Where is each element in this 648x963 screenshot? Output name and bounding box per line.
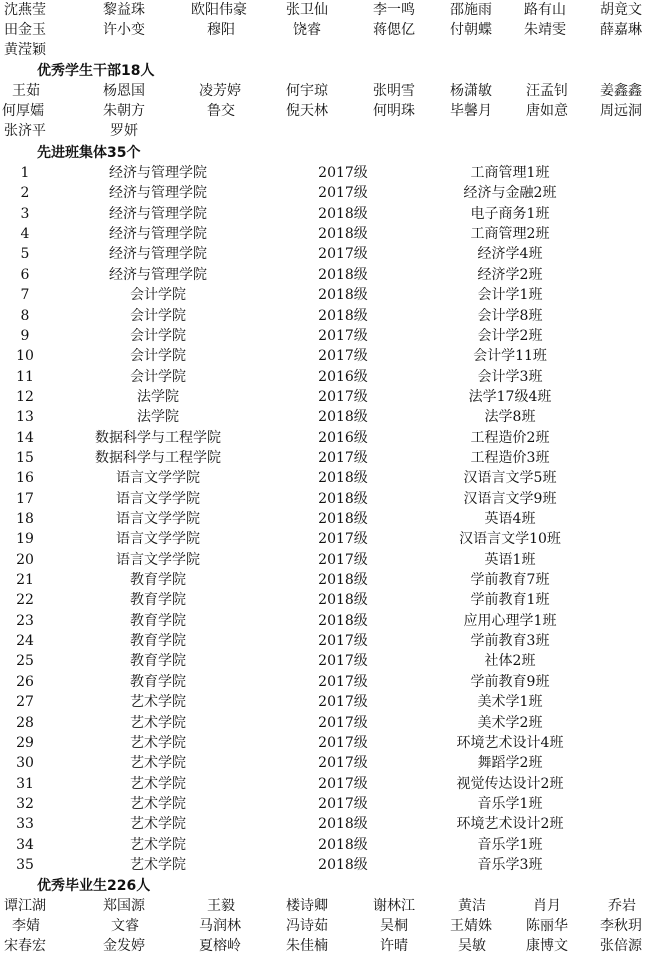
student-name: 康博文	[526, 938, 568, 954]
student-name: 李秋玥	[600, 918, 642, 934]
student-name: 黄滢颖	[4, 42, 46, 58]
college-name: 数据科学与工程学院	[95, 449, 221, 466]
table-row	[0, 448, 648, 468]
row-number: 21	[16, 572, 34, 588]
grade-year: 2017级	[318, 165, 368, 181]
college-name: 艺术学院	[130, 734, 186, 751]
class-name: 舞蹈学2班	[477, 755, 543, 772]
row-number: 10	[16, 348, 34, 365]
class-name: 汉语言文学10班	[459, 531, 561, 548]
row-number: 27	[16, 694, 34, 711]
college-name: 会计学院	[130, 327, 186, 344]
college-name: 艺术学院	[130, 755, 186, 772]
college-name: 艺术学院	[130, 856, 186, 873]
grade-year: 2018级	[318, 226, 368, 243]
table-row	[0, 590, 648, 610]
grade-year: 2018级	[318, 856, 368, 873]
class-name: 汉语言文学9班	[463, 490, 557, 507]
student-name: 王婧姝	[450, 918, 492, 934]
student-name: 罗妍	[110, 123, 138, 139]
student-name: 许小变	[103, 22, 145, 38]
class-name: 电子商务1班	[470, 205, 550, 222]
student-name: 冯诗茹	[286, 918, 328, 934]
row-number: 26	[16, 673, 34, 690]
row-number: 14	[16, 429, 34, 446]
table-row	[0, 346, 648, 366]
college-name: 法学院	[137, 409, 179, 426]
table-row	[0, 285, 648, 305]
college-name: 经济与管理学院	[109, 226, 207, 243]
table-row	[0, 753, 648, 773]
class-name: 英语4班	[484, 511, 536, 527]
college-name: 教育学院	[130, 612, 186, 629]
student-name: 倪天林	[286, 103, 328, 119]
student-name: 楼诗卿	[286, 898, 328, 914]
student-name: 周远洞	[600, 103, 642, 119]
row-number: 22	[16, 592, 34, 609]
student-name: 薛嘉琳	[600, 22, 642, 38]
class-name: 社体2班	[484, 653, 536, 670]
student-name: 穆阳	[207, 22, 235, 38]
row-number: 33	[16, 816, 34, 833]
row-number: 9	[20, 327, 30, 344]
student-name: 朱佳楠	[286, 938, 328, 954]
student-name: 张明雪	[373, 83, 415, 99]
student-name: 金发婷	[103, 938, 145, 954]
class-name: 会计学3班	[477, 368, 543, 385]
row-number: 34	[16, 836, 34, 853]
class-name: 美术学1班	[477, 694, 543, 711]
table-row	[0, 672, 648, 692]
table-row	[0, 163, 648, 183]
class-name: 美术学2班	[477, 714, 543, 731]
grade-year: 2018级	[318, 511, 368, 527]
row-number: 16	[16, 470, 34, 487]
grade-year: 2017级	[318, 531, 368, 548]
cadres-heading: 优秀学生干部18人	[37, 63, 155, 79]
row-number: 13	[16, 409, 34, 426]
grade-year: 2017级	[318, 246, 368, 263]
name-row	[0, 121, 648, 141]
student-name: 欧阳伟豪	[191, 2, 247, 18]
table-row	[0, 611, 648, 631]
class-name: 会计学1班	[477, 287, 543, 304]
class-name: 法学8班	[484, 409, 536, 426]
college-name: 会计学院	[130, 307, 186, 324]
class-name: 音乐学3班	[477, 856, 543, 873]
class-name: 经济学2班	[477, 266, 543, 283]
name-row	[0, 916, 648, 936]
grade-year: 2017级	[318, 673, 368, 690]
student-name: 张卫仙	[286, 2, 328, 18]
grade-year: 2017级	[318, 185, 368, 202]
grade-year: 2017级	[318, 348, 368, 365]
row-number: 12	[16, 388, 34, 405]
grade-year: 2017级	[318, 734, 368, 751]
grade-year: 2018级	[318, 490, 368, 507]
college-name: 会计学院	[130, 287, 186, 304]
student-name: 夏榕岭	[199, 938, 241, 954]
college-name: 语言文学学院	[116, 531, 200, 548]
row-number: 8	[20, 307, 30, 324]
student-name: 毕馨月	[450, 103, 492, 119]
student-name: 吴敏	[458, 938, 486, 954]
table-row	[0, 224, 648, 244]
row-number: 15	[16, 449, 34, 466]
table-row	[0, 468, 648, 488]
row-number: 17	[16, 490, 34, 507]
student-name: 饶睿	[293, 22, 321, 38]
grade-year: 2018级	[318, 266, 368, 283]
row-number: 32	[16, 795, 34, 812]
name-row	[0, 20, 648, 40]
graduates-heading: 优秀毕业生226人	[37, 878, 151, 894]
college-name: 教育学院	[130, 673, 186, 690]
row-number: 2	[20, 185, 30, 202]
class-name: 工商管理2班	[470, 226, 550, 243]
name-row	[0, 0, 648, 20]
grade-year: 2018级	[318, 409, 368, 426]
college-name: 经济与管理学院	[109, 165, 207, 181]
grade-year: 2018级	[318, 287, 368, 304]
student-name: 何明珠	[373, 103, 415, 119]
grade-year: 2017级	[318, 449, 368, 466]
class-name: 会计学8班	[477, 307, 543, 324]
grade-year: 2017级	[318, 551, 368, 568]
row-number: 6	[20, 266, 30, 283]
table-row	[0, 183, 648, 203]
student-name: 姜鑫鑫	[600, 83, 642, 99]
college-name: 法学院	[137, 388, 179, 405]
name-row	[0, 40, 648, 60]
table-row	[0, 326, 648, 346]
table-row	[0, 265, 648, 285]
student-name: 张倍源	[600, 938, 642, 954]
student-name: 何宇琼	[286, 83, 328, 99]
student-name: 张济平	[4, 123, 46, 139]
table-row	[0, 529, 648, 549]
student-name: 王茹	[12, 83, 40, 99]
college-name: 语言文学学院	[116, 490, 200, 507]
college-name: 会计学院	[130, 348, 186, 365]
college-name: 数据科学与工程学院	[95, 429, 221, 446]
table-row	[0, 367, 648, 387]
student-name: 王毅	[207, 898, 235, 914]
table-row	[0, 387, 648, 407]
student-name: 鲁交	[207, 103, 235, 119]
class-name: 工程造价2班	[470, 429, 550, 446]
table-row	[0, 509, 648, 529]
student-name: 黎益珠	[103, 2, 145, 18]
table-row	[0, 794, 648, 814]
college-name: 教育学院	[130, 592, 186, 609]
class-name: 音乐学1班	[477, 836, 543, 853]
table-row	[0, 835, 648, 855]
row-number: 30	[16, 755, 34, 772]
class-name: 会计学11班	[473, 348, 547, 365]
class-name: 英语1班	[484, 551, 536, 568]
class-name: 经济学4班	[477, 246, 543, 263]
college-name: 艺术学院	[130, 694, 186, 711]
row-number: 1	[20, 165, 30, 181]
student-name: 胡竟文	[600, 2, 642, 18]
college-name: 教育学院	[130, 653, 186, 670]
grade-year: 2016级	[318, 368, 368, 385]
grade-year: 2017级	[318, 653, 368, 670]
class-name: 环境艺术设计2班	[456, 816, 564, 833]
class-name: 应用心理学1班	[463, 612, 557, 629]
college-name: 教育学院	[130, 633, 186, 649]
table-row	[0, 204, 648, 224]
class-name: 工商管理1班	[470, 165, 550, 181]
table-row	[0, 306, 648, 326]
table-row	[0, 570, 648, 590]
student-name: 邵施雨	[450, 2, 492, 18]
college-name: 语言文学学院	[116, 470, 200, 487]
table-row	[0, 855, 648, 875]
class-name: 学前教育7班	[470, 572, 550, 588]
college-name: 艺术学院	[130, 816, 186, 833]
student-name: 李一鸣	[373, 2, 415, 18]
student-name: 凌芳婷	[199, 83, 241, 99]
grade-year: 2018级	[318, 205, 368, 222]
class-name: 经济与金融2班	[463, 185, 557, 202]
student-name: 乔岩	[608, 898, 636, 914]
grade-year: 2018级	[318, 470, 368, 487]
student-name: 付朝蝶	[450, 22, 492, 38]
student-name: 杨潇敏	[450, 83, 492, 99]
table-row	[0, 550, 648, 570]
college-name: 教育学院	[130, 572, 186, 588]
row-number: 19	[16, 531, 34, 548]
table-row	[0, 713, 648, 733]
college-name: 艺术学院	[130, 836, 186, 853]
table-row	[0, 428, 648, 448]
grade-year: 2017级	[318, 327, 368, 344]
row-number: 25	[16, 653, 34, 670]
grade-year: 2017级	[318, 388, 368, 405]
name-row	[0, 936, 648, 956]
table-row	[0, 407, 648, 427]
row-number: 5	[20, 246, 30, 263]
college-name: 会计学院	[130, 368, 186, 385]
student-name: 唐如意	[526, 103, 568, 119]
college-name: 经济与管理学院	[109, 185, 207, 202]
row-number: 24	[16, 633, 34, 649]
college-name: 语言文学学院	[116, 551, 200, 568]
college-name: 语言文学学院	[116, 511, 200, 527]
table-row	[0, 631, 648, 651]
name-row	[0, 896, 648, 916]
name-row	[0, 101, 648, 121]
college-name: 经济与管理学院	[109, 246, 207, 263]
college-name: 经济与管理学院	[109, 205, 207, 222]
row-number: 4	[20, 226, 30, 243]
row-number: 3	[20, 205, 30, 222]
college-name: 艺术学院	[130, 775, 186, 792]
student-name: 许晴	[380, 938, 408, 954]
grade-year: 2018级	[318, 816, 368, 833]
class-name: 环境艺术设计4班	[456, 734, 564, 751]
grade-year: 2017级	[318, 714, 368, 731]
class-name: 学前教育1班	[470, 592, 550, 609]
class-name: 工程造价3班	[470, 449, 550, 466]
row-number: 20	[16, 551, 34, 568]
student-name: 宋春宏	[4, 938, 46, 954]
grade-year: 2018级	[318, 612, 368, 629]
classes-heading: 先进班集体35个	[37, 145, 141, 161]
grade-year: 2017级	[318, 633, 368, 649]
student-name: 陈丽华	[526, 918, 568, 934]
student-name: 杨恩国	[103, 83, 145, 99]
table-row	[0, 774, 648, 794]
student-name: 朱朝方	[103, 103, 145, 119]
student-name: 路有山	[524, 2, 566, 18]
row-number: 18	[16, 511, 34, 527]
student-name: 黄洁	[458, 898, 486, 914]
grade-year: 2017级	[318, 775, 368, 792]
grade-year: 2017级	[318, 694, 368, 711]
table-row	[0, 814, 648, 834]
row-number: 31	[16, 775, 34, 792]
class-name: 学前教育3班	[470, 633, 550, 649]
name-row	[0, 81, 648, 101]
college-name: 艺术学院	[130, 795, 186, 812]
student-name: 谢林江	[373, 898, 415, 914]
student-name: 汪孟钊	[526, 83, 568, 99]
row-number: 35	[16, 856, 34, 873]
table-row	[0, 651, 648, 671]
student-name: 郑国源	[103, 898, 145, 914]
student-name: 李婧	[12, 918, 40, 934]
class-name: 视觉传达设计2班	[456, 775, 564, 792]
student-name: 马润林	[199, 918, 241, 934]
class-name: 会计学2班	[477, 327, 543, 344]
grade-year: 2016级	[318, 429, 368, 446]
table-row	[0, 489, 648, 509]
row-number: 7	[20, 287, 30, 304]
table-row	[0, 733, 648, 753]
student-name: 蒋偲亿	[373, 22, 415, 38]
row-number: 29	[16, 734, 34, 751]
grade-year: 2018级	[318, 836, 368, 853]
student-name: 吴桐	[380, 918, 408, 934]
student-name: 沈燕莹	[4, 2, 46, 18]
grade-year: 2018级	[318, 572, 368, 588]
row-number: 23	[16, 612, 34, 629]
grade-year: 2018级	[318, 592, 368, 609]
grade-year: 2017级	[318, 755, 368, 772]
class-name: 学前教育9班	[470, 673, 550, 690]
grade-year: 2018级	[318, 307, 368, 324]
student-name: 肖月	[533, 898, 561, 914]
college-name: 经济与管理学院	[109, 266, 207, 283]
row-number: 11	[16, 368, 34, 385]
grade-year: 2017级	[318, 795, 368, 812]
class-name: 音乐学1班	[477, 795, 543, 812]
student-name: 文睿	[111, 918, 139, 934]
table-row	[0, 692, 648, 712]
student-name: 朱靖雯	[524, 22, 566, 38]
row-number: 28	[16, 714, 34, 731]
table-row	[0, 244, 648, 264]
class-name: 汉语言文学5班	[463, 470, 557, 487]
student-name: 何厚嬬	[2, 103, 44, 119]
class-name: 法学17级4班	[468, 388, 552, 405]
college-name: 艺术学院	[130, 714, 186, 731]
student-name: 田金玉	[4, 22, 46, 38]
student-name: 谭江湖	[4, 898, 46, 914]
